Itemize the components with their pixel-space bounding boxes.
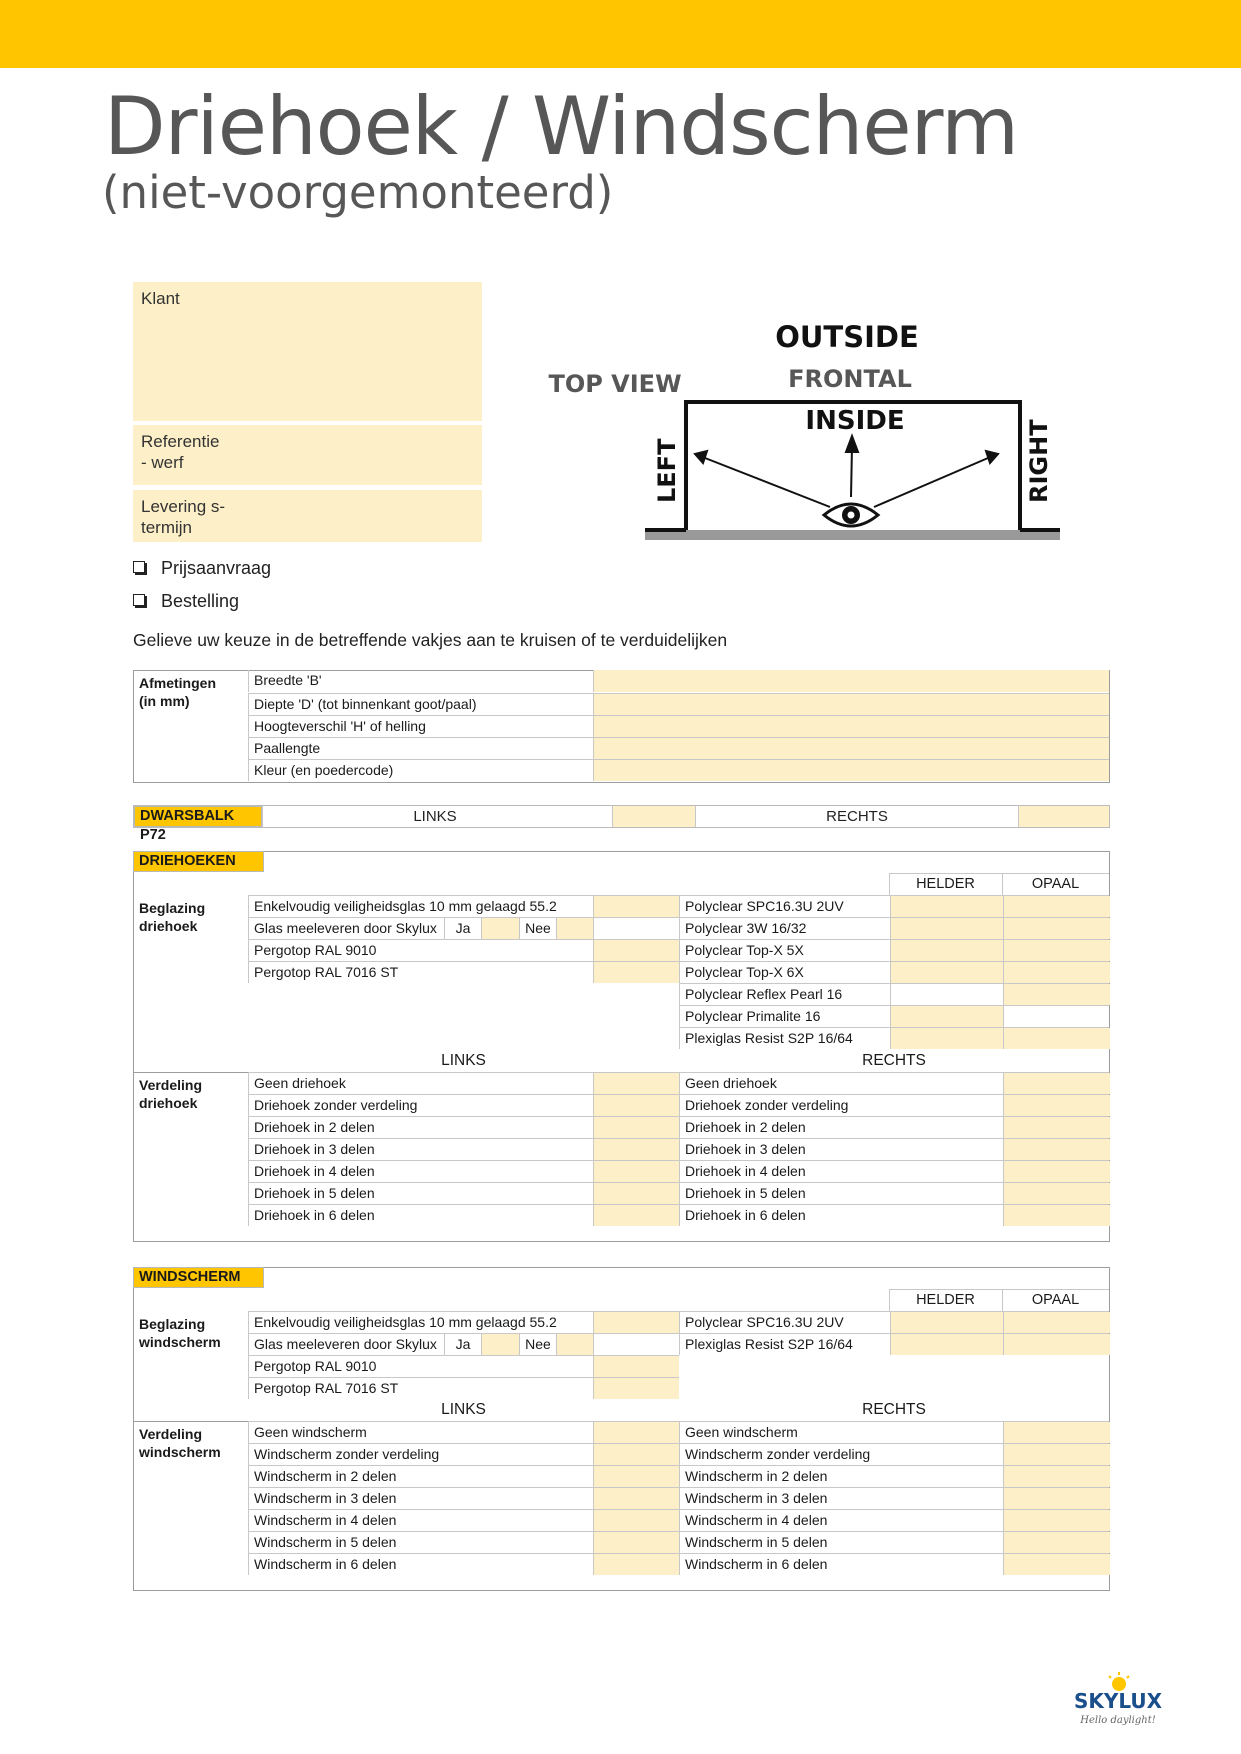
- right-label: RIGHT: [1025, 419, 1053, 503]
- nee-input[interactable]: [556, 918, 593, 939]
- verdeling-rechts-label: Windscherm in 5 delen: [685, 1534, 828, 1550]
- verdeling-rechts-label: Windscherm in 6 delen: [685, 1556, 828, 1572]
- verdeling-rechts-input[interactable]: [1003, 1205, 1110, 1226]
- verdeling-rechts-label: Driehoek in 2 delen: [685, 1119, 806, 1135]
- verdeling-rechts-input[interactable]: [1003, 1095, 1110, 1116]
- skylux-logo: [1070, 1670, 1180, 1730]
- poly-opaal-input[interactable]: [1003, 962, 1110, 983]
- verdeling-rechts-row: [679, 1465, 1109, 1487]
- nee-label: Nee: [519, 1334, 556, 1355]
- poly-row: [679, 1027, 1109, 1049]
- verdeling-rechts-row: [679, 1443, 1109, 1465]
- helder-column-header: HELDER: [916, 1292, 975, 1308]
- top-view-diagram: [540, 300, 1070, 550]
- checkbox-prijsaanvraag[interactable]: [133, 558, 271, 579]
- verdeling-links-input[interactable]: [593, 1183, 679, 1204]
- beglazing-label: Beglazing windscherm: [139, 1316, 221, 1350]
- verdeling-links-row: [248, 1138, 679, 1160]
- referentie-field[interactable]: Referentie - werf: [133, 425, 482, 485]
- afmetingen-row: [248, 759, 1109, 781]
- windscherm-header: WINDSCHERM: [133, 1267, 264, 1288]
- verdeling-links-label: Driehoek in 6 delen: [248, 1205, 593, 1226]
- verdeling-rechts-label: Driehoek in 5 delen: [685, 1185, 806, 1201]
- afmetingen-row: [248, 670, 1109, 692]
- rechts-label: RECHTS: [862, 1052, 926, 1069]
- verdeling-links-label: Windscherm in 5 delen: [248, 1532, 593, 1553]
- left-label: LEFT: [653, 438, 681, 503]
- glass-row-label: Glas meeleveren door Skylux: [248, 918, 444, 939]
- verdeling-links-row: [248, 1553, 679, 1575]
- verdeling-rechts-input[interactable]: [1003, 1183, 1110, 1204]
- verdeling-links-label: Windscherm zonder verdeling: [248, 1444, 593, 1465]
- glass-row-input[interactable]: [593, 1378, 679, 1399]
- afmetingen-row-label: Hoogteverschil 'H' of helling: [248, 716, 593, 737]
- verdeling-rechts-label: Driehoek in 6 delen: [685, 1207, 806, 1223]
- glass-row-input[interactable]: [593, 1312, 679, 1333]
- verdeling-rechts-row: [679, 1160, 1109, 1182]
- dwarsbalk-header: DWARSBALK P72: [134, 806, 262, 827]
- poly-helder-input[interactable]: [890, 918, 1003, 939]
- poly-row: [679, 961, 1109, 983]
- poly-helder-input: [890, 984, 1003, 1005]
- verdeling-links-label: Windscherm in 6 delen: [248, 1554, 593, 1575]
- dwarsbalk-section: [133, 805, 1110, 843]
- verdeling-links-row: [248, 1204, 679, 1226]
- verdeling-rechts-row: [679, 1487, 1109, 1509]
- verdeling-links-label: Driehoek in 5 delen: [248, 1183, 593, 1204]
- afmetingen-row-label: Kleur (en poedercode): [248, 760, 593, 781]
- glass-row-label: Enkelvoudig veiligheidsglas 10 mm gelaagd 55.2: [248, 1312, 593, 1333]
- verdeling-rechts-row: [679, 1094, 1109, 1116]
- verdeling-rechts-row: [679, 1509, 1109, 1531]
- glass-row: [248, 1311, 679, 1333]
- verdeling-links-label: Driehoek in 2 delen: [248, 1117, 593, 1138]
- page-subtitle: (niet-voorgemonteerd): [102, 166, 614, 219]
- verdeling-rechts-input[interactable]: [1003, 1510, 1110, 1531]
- verdeling-links-label: Windscherm in 2 delen: [248, 1466, 593, 1487]
- poly-opaal-input[interactable]: [1003, 1028, 1110, 1049]
- afmetingen-input[interactable]: [593, 694, 1109, 715]
- verdeling-rechts-row: [679, 1421, 1109, 1443]
- verdeling-links-input[interactable]: [593, 1554, 679, 1575]
- dwarsbalk-links-label: LINKS: [262, 806, 607, 827]
- verdeling-rechts-row: [679, 1531, 1109, 1553]
- verdeling-rechts-row: [679, 1116, 1109, 1138]
- poly-row-label: Polyclear Reflex Pearl 16: [685, 986, 843, 1002]
- afmetingen-input[interactable]: [593, 716, 1109, 737]
- verdeling-rechts-row: [679, 1204, 1109, 1226]
- poly-row: [679, 1005, 1109, 1027]
- verdeling-links-label: Driehoek zonder verdeling: [248, 1095, 593, 1116]
- driehoeken-header: DRIEHOEKEN: [133, 851, 264, 872]
- poly-opaal-input[interactable]: [1003, 984, 1110, 1005]
- afmetingen-row: [248, 693, 1109, 715]
- glass-row-label: Pergotop RAL 9010: [248, 940, 593, 961]
- glass-row: [248, 961, 679, 983]
- nee-label: Nee: [519, 918, 556, 939]
- links-label: LINKS: [441, 1052, 486, 1069]
- glass-row-label: Pergotop RAL 7016 ST: [248, 962, 593, 983]
- poly-row-label: Polyclear Primalite 16: [685, 1008, 821, 1024]
- glass-row-input[interactable]: [593, 940, 679, 961]
- verdeling-links-input[interactable]: [593, 1466, 679, 1487]
- verdeling-links-label: Geen windscherm: [248, 1422, 593, 1443]
- verdeling-links-row: [248, 1116, 679, 1138]
- checkbox-label: Bestelling: [161, 591, 240, 611]
- opaal-column-header: OPAAL: [1031, 876, 1080, 892]
- verdeling-rechts-row: [679, 1072, 1109, 1094]
- glass-row: [248, 1333, 679, 1355]
- verdeling-rechts-label: Driehoek zonder verdeling: [685, 1097, 849, 1113]
- top-view-label: TOP VIEW: [548, 370, 682, 398]
- verdeling-links-input[interactable]: [593, 1139, 679, 1160]
- glass-row: [248, 895, 679, 917]
- ja-input[interactable]: [481, 918, 519, 939]
- verdeling-links-row: [248, 1509, 679, 1531]
- verdeling-links-input[interactable]: [593, 1095, 679, 1116]
- verdeling-rechts-row: [679, 1138, 1109, 1160]
- verdeling-links-row: [248, 1421, 679, 1443]
- verdeling-links-label: Windscherm in 4 delen: [248, 1510, 593, 1531]
- poly-row: [679, 1333, 1109, 1355]
- verdeling-rechts-input[interactable]: [1003, 1444, 1110, 1465]
- verdeling-links-label: Geen driehoek: [248, 1073, 593, 1094]
- verdeling-rechts-label: Windscherm in 4 delen: [685, 1512, 828, 1528]
- verdeling-links-row: [248, 1160, 679, 1182]
- afmetingen-input[interactable]: [593, 738, 1109, 759]
- verdeling-links-input[interactable]: [593, 1510, 679, 1531]
- verdeling-links-row: [248, 1443, 679, 1465]
- verdeling-rechts-input[interactable]: [1003, 1532, 1110, 1553]
- top-banner: [0, 0, 1241, 68]
- beglazing-label: Beglazing driehoek: [139, 900, 206, 934]
- verdeling-rechts-input[interactable]: [1003, 1073, 1110, 1094]
- poly-helder-input[interactable]: [890, 962, 1003, 983]
- checkbox-icon[interactable]: [133, 594, 145, 606]
- poly-helder-input[interactable]: [890, 1334, 1003, 1355]
- verdeling-links-input[interactable]: [593, 1488, 679, 1509]
- glass-row: [248, 939, 679, 961]
- klant-field[interactable]: Klant: [133, 282, 482, 421]
- verdeling-rechts-input[interactable]: [1003, 1422, 1110, 1443]
- verdeling-links-input[interactable]: [593, 1422, 679, 1443]
- verdeling-rechts-label: Driehoek in 4 delen: [685, 1163, 806, 1179]
- inside-label: INSIDE: [805, 406, 905, 436]
- glass-row-empty: [593, 1334, 679, 1355]
- poly-row: [679, 939, 1109, 961]
- verdeling-rechts-input[interactable]: [1003, 1161, 1110, 1182]
- opaal-column-header: OPAAL: [1031, 1292, 1080, 1308]
- links-label: LINKS: [441, 1401, 486, 1418]
- poly-row: [679, 983, 1109, 1005]
- afmetingen-row-label: Diepte 'D' (tot binnenkant goot/paal): [248, 694, 593, 715]
- poly-row-label: Polyclear Top-X 5X: [685, 942, 804, 958]
- verdeling-links-input[interactable]: [593, 1532, 679, 1553]
- ja-label: Ja: [444, 918, 481, 939]
- verdeling-rechts-row: [679, 1553, 1109, 1575]
- poly-opaal-input: [1003, 1006, 1110, 1027]
- verdeling-rechts-input[interactable]: [1003, 1139, 1110, 1160]
- nee-input[interactable]: [556, 1334, 593, 1355]
- verdeling-rechts-input[interactable]: [1003, 1554, 1110, 1575]
- verdeling-links-input[interactable]: [593, 1117, 679, 1138]
- verdeling-rechts-row: [679, 1182, 1109, 1204]
- verdeling-links-label: Windscherm in 3 delen: [248, 1488, 593, 1509]
- poly-helder-input[interactable]: [890, 940, 1003, 961]
- checkbox-icon[interactable]: [133, 561, 145, 573]
- frontal-label: FRONTAL: [788, 365, 912, 393]
- verdeling-links-label: Driehoek in 3 delen: [248, 1139, 593, 1160]
- verdeling-rechts-input[interactable]: [1003, 1488, 1110, 1509]
- rechts-label: RECHTS: [862, 1401, 926, 1418]
- afmetingen-row: [248, 737, 1109, 759]
- verdeling-links-row: [248, 1182, 679, 1204]
- poly-row-label: Polyclear SPC16.3U 2UV: [685, 898, 844, 914]
- verdeling-links-row: [248, 1072, 679, 1094]
- verdeling-links-row: [248, 1465, 679, 1487]
- poly-row-label: Polyclear Top-X 6X: [685, 964, 804, 980]
- brand-name: SKYLUX: [1073, 1689, 1163, 1713]
- verdeling-rechts-label: Geen windscherm: [685, 1424, 798, 1440]
- poly-row: [679, 895, 1109, 917]
- poly-opaal-input[interactable]: [1003, 1312, 1110, 1333]
- ja-input[interactable]: [481, 1334, 519, 1355]
- page-title: Driehoek / Windscherm: [104, 80, 1018, 173]
- poly-row: [679, 1311, 1109, 1333]
- glass-row-label: Glas meeleveren door Skylux: [248, 1334, 444, 1355]
- instructions: Gelieve uw keuze in de betreffende vakjes aan te kruisen of te verduidelijken: [133, 630, 728, 650]
- poly-opaal-input[interactable]: [1003, 1334, 1110, 1355]
- verdeling-links-row: [248, 1094, 679, 1116]
- poly-opaal-input[interactable]: [1003, 896, 1110, 917]
- poly-helder-input[interactable]: [890, 1312, 1003, 1333]
- afmetingen-row-label: Paallengte: [248, 738, 593, 759]
- verdeling-links-input[interactable]: [593, 1073, 679, 1094]
- glass-row: [248, 1355, 679, 1377]
- afmetingen-row-label: Breedte 'B': [248, 670, 593, 692]
- verdeling-rechts-label: Windscherm zonder verdeling: [685, 1446, 871, 1462]
- poly-row-label: Polyclear SPC16.3U 2UV: [685, 1314, 844, 1330]
- glass-row-input[interactable]: [593, 1356, 679, 1377]
- poly-helder-input[interactable]: [890, 1028, 1003, 1049]
- view-arrows: [695, 436, 998, 507]
- glass-row: [248, 917, 679, 939]
- verdeling-rechts-label: Geen driehoek: [685, 1075, 777, 1091]
- floor-line: [645, 530, 1060, 540]
- windscherm-section: [133, 1267, 1110, 1591]
- leveringstermijn-field[interactable]: Levering s- termijn: [133, 490, 482, 542]
- afmetingen-input[interactable]: [593, 760, 1109, 781]
- verdeling-rechts-label: Windscherm in 2 delen: [685, 1468, 828, 1484]
- dwarsbalk-links-input[interactable]: [612, 806, 695, 827]
- verdeling-links-row: [248, 1531, 679, 1553]
- dwarsbalk-rechts-label: RECHTS: [695, 806, 1018, 827]
- eye-icon: [824, 504, 878, 526]
- verdeling-label: Verdeling driehoek: [139, 1077, 203, 1111]
- dwarsbalk-rechts-input[interactable]: [1018, 806, 1109, 827]
- helder-column-header: HELDER: [916, 876, 975, 892]
- verdeling-rechts-input[interactable]: [1003, 1466, 1110, 1487]
- checkbox-bestelling[interactable]: [133, 591, 239, 612]
- glass-row: [248, 1377, 679, 1399]
- glass-row-label: Enkelvoudig veiligheidsglas 10 mm gelaagd 55.2: [248, 896, 593, 917]
- verdeling-rechts-label: Driehoek in 3 delen: [685, 1141, 806, 1157]
- poly-row-label: Plexiglas Resist S2P 16/64: [685, 1030, 853, 1046]
- poly-row-label: Polyclear 3W 16/32: [685, 920, 807, 936]
- glass-row-empty: [593, 918, 679, 939]
- glass-row-label: Pergotop RAL 9010: [248, 1356, 593, 1377]
- brand-tagline: Hello daylight!: [1080, 1715, 1156, 1726]
- verdeling-links-input[interactable]: [593, 1205, 679, 1226]
- afmetingen-section: [133, 670, 1110, 783]
- poly-helder-input[interactable]: [890, 896, 1003, 917]
- verdeling-links-input[interactable]: [593, 1444, 679, 1465]
- outside-label: OUTSIDE: [775, 320, 919, 354]
- poly-helder-input[interactable]: [890, 1006, 1003, 1027]
- afmetingen-input[interactable]: [593, 670, 1109, 692]
- poly-row: [679, 917, 1109, 939]
- verdeling-links-row: [248, 1487, 679, 1509]
- driehoeken-section: [133, 851, 1110, 1242]
- glass-row-input[interactable]: [593, 896, 679, 917]
- verdeling-rechts-input[interactable]: [1003, 1117, 1110, 1138]
- glass-row-input[interactable]: [593, 962, 679, 983]
- poly-opaal-input[interactable]: [1003, 940, 1110, 961]
- verdeling-links-input[interactable]: [593, 1161, 679, 1182]
- checkbox-label: Prijsaanvraag: [161, 558, 272, 578]
- ja-label: Ja: [444, 1334, 481, 1355]
- poly-opaal-input[interactable]: [1003, 918, 1110, 939]
- afmetingen-row: [248, 715, 1109, 737]
- poly-row-label: Plexiglas Resist S2P 16/64: [685, 1336, 853, 1352]
- glass-row-label: Pergotop RAL 7016 ST: [248, 1378, 593, 1399]
- verdeling-label: Verdeling windscherm: [139, 1426, 221, 1460]
- verdeling-rechts-label: Windscherm in 3 delen: [685, 1490, 828, 1506]
- afmetingen-label: Afmetingen (in mm): [139, 675, 216, 709]
- verdeling-links-label: Driehoek in 4 delen: [248, 1161, 593, 1182]
